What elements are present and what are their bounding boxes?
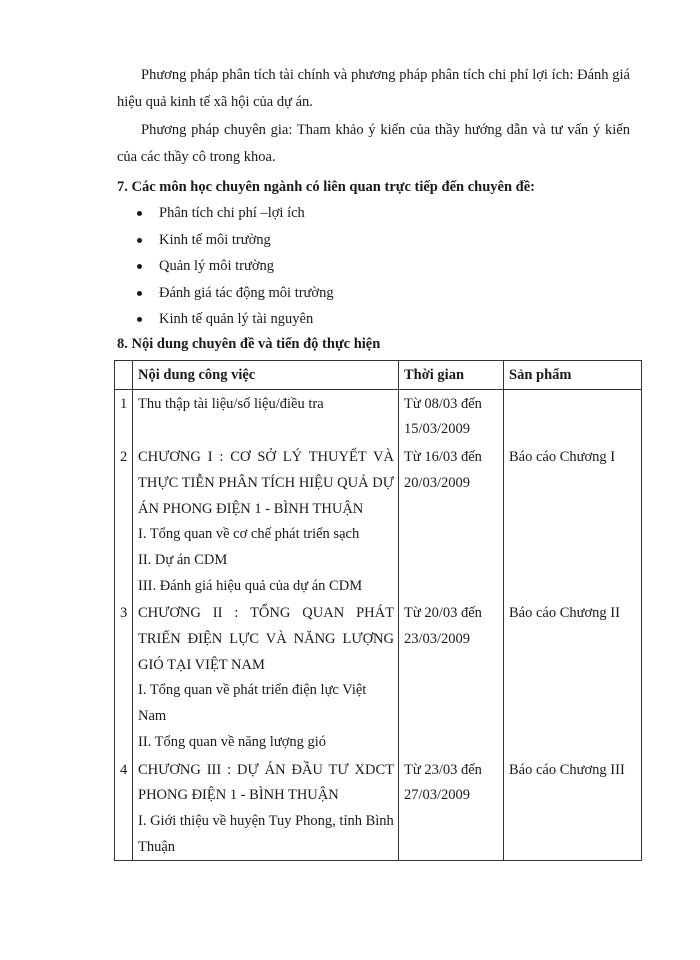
paragraph-financial-analysis: Phương pháp phân tích tài chính và phương pháp phân tích chi phí lợi ích: Đánh giá hiệu quả kinh tế xã hội của dự án. [117,67,630,110]
table-header-row [115,361,642,390]
list-item-text: Quản lý môi trường [159,258,275,274]
row-subitem: II. Dự án CDM [138,551,228,568]
row-subitem: I. Tổng quan về cơ chế phát triển sạch [138,526,360,543]
header-product: Sản phẩm [504,361,642,390]
row-number: 3 [115,599,133,755]
header-content: Nội dung công việc [133,361,399,390]
table-row [115,443,642,599]
row-title: CHƯƠNG I : CƠ SỞ LÝ THUYẾT VÀ THỰC TIỄN PHÂN TÍCH HIỆU QUẢ DỰ ÁN PHONG ĐIỆN 1 - BÌNH THUẬN [138,449,394,517]
list-item-text: Đánh giá tác động môi trường [159,284,334,301]
list-item [117,280,334,307]
bullet-icon [137,211,142,216]
bullet-icon [137,264,142,269]
bullet-icon [137,238,142,243]
section-8-heading: 8. Nội dung chuyên đề và tiến độ thực hiện [117,336,381,352]
row-subitem: III. Đánh giá hiệu quả của dự án CDM [138,577,363,594]
list-item [117,200,334,227]
row-time: Từ 16/03 đến 20/03/2009 [399,443,504,599]
related-subjects-list [117,200,334,333]
row-number: 1 [115,389,133,443]
row-content [133,389,399,443]
table-row [115,756,642,861]
list-item [117,253,334,280]
bullet-icon [137,317,142,322]
row-content [133,443,399,599]
row-product [504,389,642,443]
paragraph-expert-method: Phương pháp chuyên gia: Tham khảo ý kiến của thầy hướng dẫn và tư vấn ý kiến của các thầy cô trong khoa. [117,122,630,165]
bullet-icon [137,291,142,296]
row-number: 4 [115,756,133,861]
list-item-text: Phân tích chi phí –lợi ích [159,205,305,221]
header-time: Thời gian [399,361,504,390]
row-product: Báo cáo Chương I [504,443,642,599]
table-row [115,389,642,443]
list-item [117,227,334,254]
row-content [133,756,399,861]
row-time: Từ 20/03 đến 23/03/2009 [399,599,504,755]
list-item-text: Kinh tế quản lý tài nguyên [159,311,314,327]
list-item [117,306,334,333]
row-subitem: I. Giới thiệu về huyện Tuy Phong, tỉnh Bình Thuận [138,812,394,855]
row-title: CHƯƠNG II : TỔNG QUAN PHÁT TRIỂN ĐIỆN LỰC VÀ NĂNG LƯỢNG GIÓ TẠI VIỆT NAM [138,605,394,673]
list-item-text: Kinh tế môi trường [159,231,271,248]
row-content [133,599,399,755]
header-no [115,361,133,390]
row-number: 2 [115,443,133,599]
row-time: Từ 08/03 đến 15/03/2009 [399,389,504,443]
table-row [115,599,642,755]
schedule-table [114,360,642,861]
row-product: Báo cáo Chương III [504,756,642,861]
row-title: Thu thập tài liệu/số liệu/điều tra [138,395,324,412]
row-subitem: I. Tổng quan về phát triển điện lực Việt Nam [138,682,367,725]
row-product: Báo cáo Chương II [504,599,642,755]
row-time: Từ 23/03 đến 27/03/2009 [399,756,504,861]
row-title: CHƯƠNG III : DỰ ÁN ĐẦU TƯ XDCT PHONG ĐIỆN 1 - BÌNH THUẬN [138,761,394,804]
section-7-heading: 7. Các môn học chuyên ngành có liên quan trực tiếp đến chuyên đề: [117,179,535,195]
row-subitem: II. Tổng quan về năng lượng gió [138,733,327,750]
